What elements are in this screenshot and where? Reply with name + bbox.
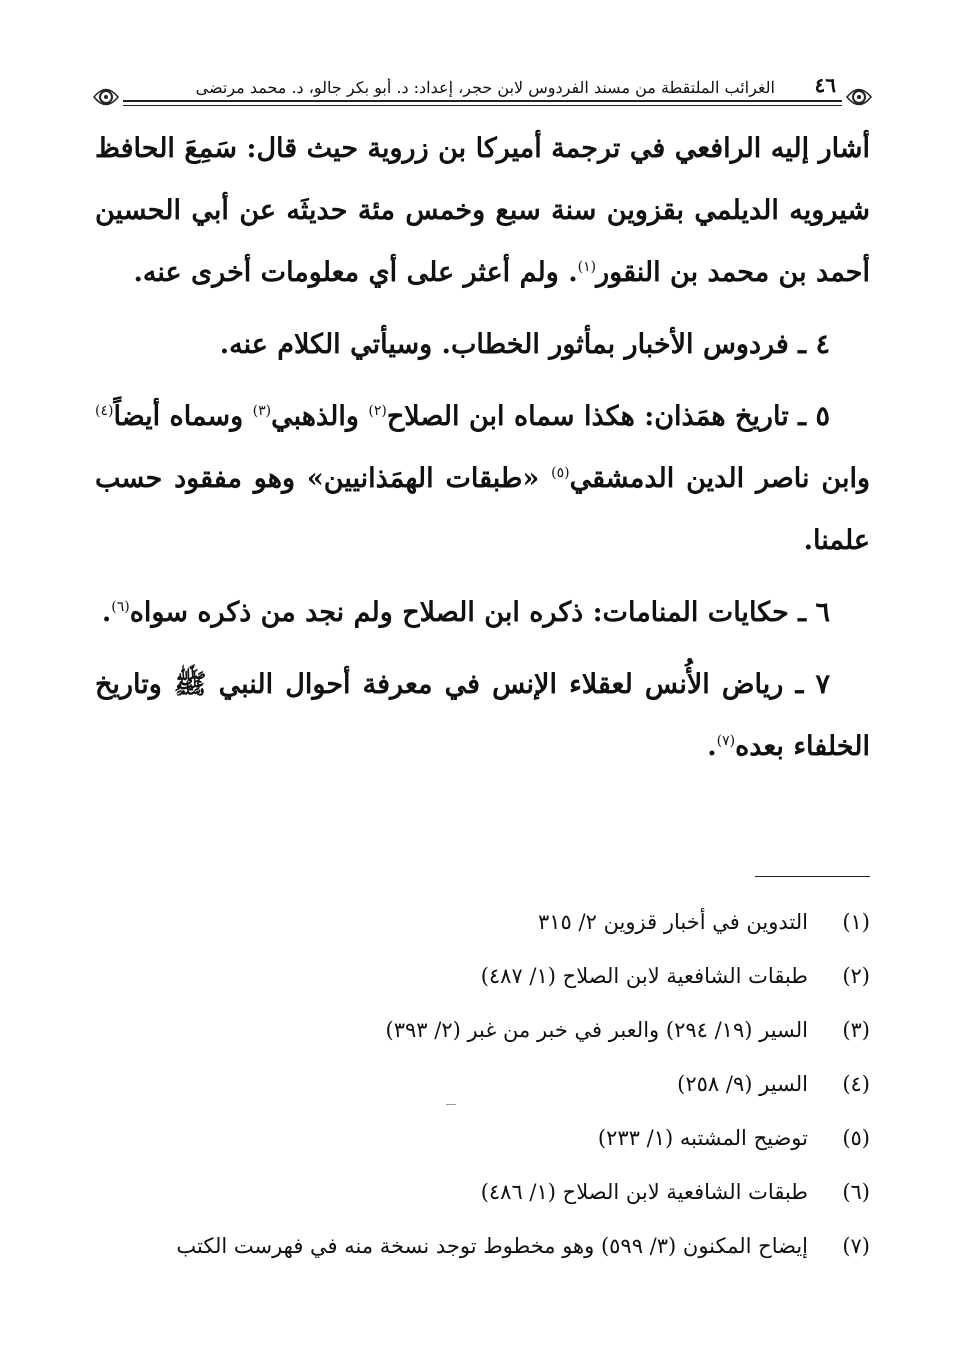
paragraph-1-text: أشار إليه الرافعي في ترجمة أميركا بن زروية حيث قال: سَمِعَ الحافظ شيرويه الديلمي بقزوين سنة سبع وخمس مئة حديثَه عن أبي الحسين أحمد بن محمد بن النقور xyxy=(95,133,870,288)
footnote-5 xyxy=(95,1111,870,1165)
footnote-text: طبقات الشافعية لابن الصلاح (١/ ٤٨٦) xyxy=(480,1180,808,1204)
item-7-text: ٧ ـ رياض الأُنس لعقلاء الإنس في معرفة أحوال النبي ﷺ وتاريخ الخلفاء بعده xyxy=(95,669,870,762)
item-5-part-e: «طبقات الهمَذانيين» وهو مفقود حسب علمنا. xyxy=(95,463,870,556)
footnote-ref-1: (١) xyxy=(577,259,597,275)
header-rule xyxy=(123,100,842,102)
footnote-number: (٧) xyxy=(842,1234,870,1258)
ornament-left-icon xyxy=(91,82,121,112)
footnote-6 xyxy=(95,1165,870,1219)
item-5-part-a: ٥ ـ تاريخ همَذان: هكذا سماه ابن الصلاح xyxy=(386,401,830,432)
page-number: ٤٦ xyxy=(814,73,836,97)
ornament-right-icon xyxy=(844,82,874,112)
footnote-number: (٥) xyxy=(842,1126,870,1150)
footnote-ref-3: (٣) xyxy=(252,403,272,419)
footnote-text: طبقات الشافعية لابن الصلاح (١/ ٤٨٧) xyxy=(480,964,808,988)
footnote-number: (٤) xyxy=(842,1072,870,1096)
paragraph-item-6 xyxy=(95,582,870,644)
footnote-1 xyxy=(95,895,870,949)
item-5-part-c: وسماه أيضاً xyxy=(113,401,253,432)
page-header xyxy=(95,62,870,106)
item-5-part-d: وابن ناصر الدين الدمشقي xyxy=(569,463,871,494)
footnote-ref-5: (٥) xyxy=(551,465,570,481)
footnote-number: (٢) xyxy=(842,964,870,988)
footnotes xyxy=(95,895,870,1273)
footnote-number: (٦) xyxy=(842,1180,870,1204)
footnote-3 xyxy=(95,1003,870,1057)
paragraph-item-4: ٤ ـ فردوس الأخبار بمأثور الخطاب. وسيأتي الكلام عنه. xyxy=(219,329,830,360)
footnote-separator xyxy=(755,876,870,877)
footnote-text: السير (١٩/ ٢٩٤) والعبر في خبر من غبر (٢/ ٣٩٣) xyxy=(385,1018,808,1042)
item-6-text: ٦ ـ حكايات المنامات: ذكره ابن الصلاح ولم نجد من ذكره سواه xyxy=(129,597,830,628)
footnote-ref-6: (٦) xyxy=(111,599,130,615)
footnote-text: السير (٩/ ٢٥٨) xyxy=(677,1072,808,1096)
footnote-number: (١) xyxy=(842,910,870,934)
footnote-ref-2: (٢) xyxy=(368,403,387,419)
footnote-ref-7: (٧) xyxy=(716,733,736,749)
item-7-end: . xyxy=(707,731,717,762)
item-5-part-b: والذهبي xyxy=(271,401,369,432)
paragraph-1 xyxy=(95,118,870,304)
footnote-4 xyxy=(95,1057,870,1111)
paragraph-1-end: . ولم أعثر على أي معلومات أخرى عنه. xyxy=(133,257,578,288)
header-rule-thin xyxy=(123,105,842,106)
footnote-7 xyxy=(95,1219,870,1273)
item-6-end: . xyxy=(101,597,112,628)
running-title: الغرائب الملتقطة من مسند الفردوس لابن حجر، إعداد: د. أبو بكر جالو، د. محمد مرتضى xyxy=(195,78,775,97)
footnote-ref-4: (٤) xyxy=(95,403,114,419)
main-text xyxy=(95,118,870,788)
paragraph-item-5 xyxy=(95,386,870,572)
footnote-2 xyxy=(95,949,870,1003)
paragraph-item-7 xyxy=(95,654,870,778)
footnote-text: إيضاح المكنون (٣/ ٥٩٩) وهو مخطوط توجد نسخة منه في فهرست الكتب xyxy=(176,1234,808,1258)
footnote-text: توضيح المشتبه (١/ ٢٣٣) xyxy=(597,1126,808,1150)
footnote-text: التدوين في أخبار قزوين ٢/ ٣١٥ xyxy=(538,910,808,934)
footnote-number: (٣) xyxy=(842,1018,870,1042)
